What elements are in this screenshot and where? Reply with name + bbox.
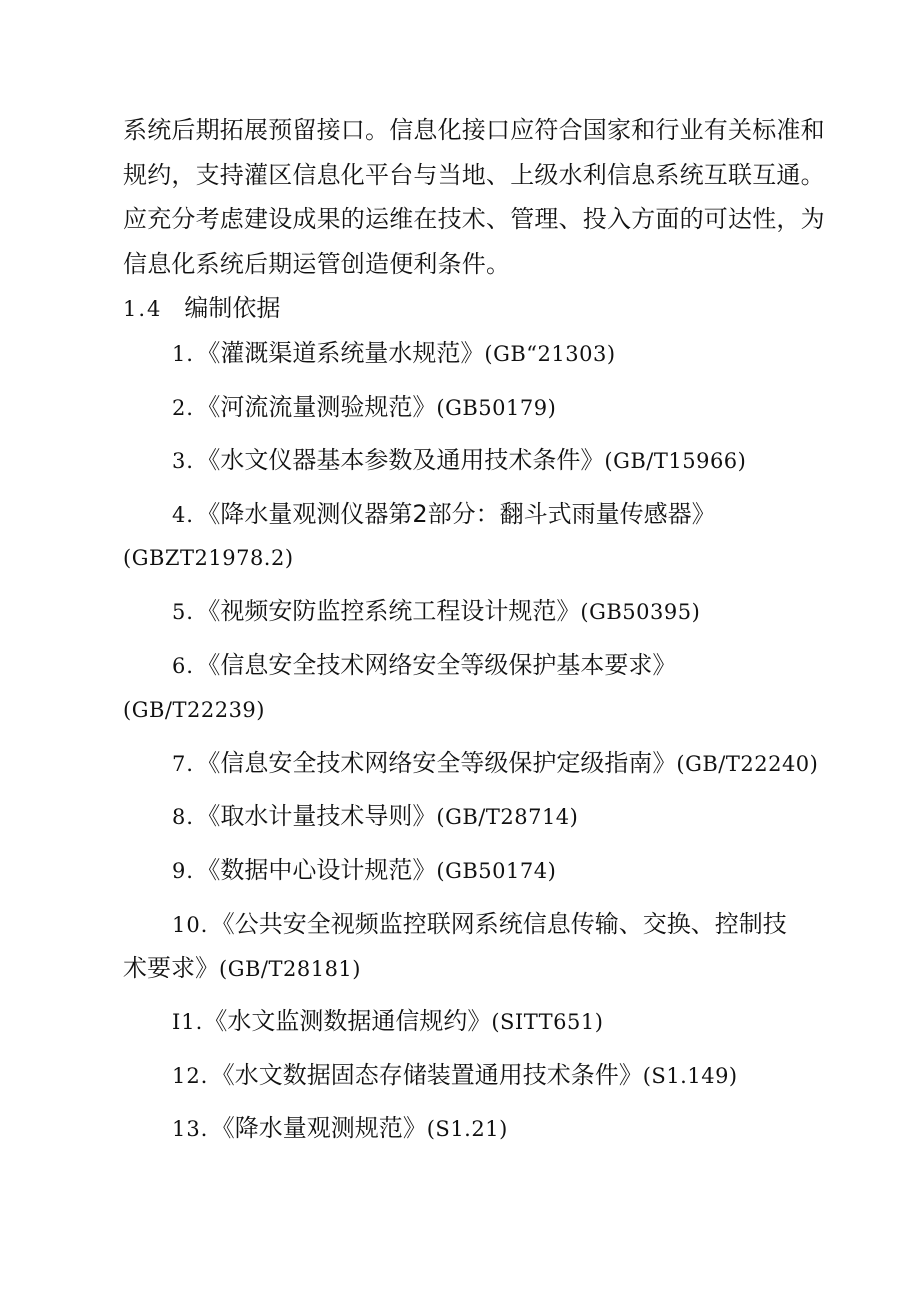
reference-code: (S1.21) [426,1117,508,1141]
reference-number: 10． [172,913,223,937]
reference-title: 《公共安全视频监控联网系统信息传输、交换、控制技 [222,910,787,938]
reference-continuation [123,542,294,573]
reference-code: (GB/T22239) [123,698,265,722]
reference-number: 9． [172,859,209,883]
reference-code: (GB50179) [436,396,557,420]
reference-item [172,855,556,886]
reference-number: 3． [172,449,209,473]
section-title: 编制依据 [184,294,281,322]
reference-number: 1． [172,342,209,366]
reference-code: (GB“21303) [484,342,616,366]
reference-continuation [123,694,265,725]
reference-item [172,338,616,369]
reference-continuation [123,953,361,984]
section-number: 1.4 [123,297,163,321]
reference-item [172,445,746,476]
reference-item [172,1060,738,1091]
reference-title: 《取水计量技术导则》 [208,802,437,830]
intro-line: 规约，支持灌区信息化平台与当地、上级水利信息系统互联互通。 [123,161,825,189]
reference-code: (GBZT21978.2) [123,546,294,570]
reference-number: 5． [172,600,209,624]
section-heading [123,293,280,324]
reference-item [172,650,676,681]
reference-title: 《灌溉渠道系统量水规范》 [208,339,485,367]
reference-number: 7． [172,752,209,776]
reference-code: (SITT651) [491,1010,604,1034]
reference-item [172,596,700,627]
reference-item [172,1006,603,1037]
reference-number: 8． [172,805,209,829]
reference-number: 4． [172,503,209,527]
reference-code: (GB/T28714) [436,805,579,829]
reference-title: 《降水量观测规范》 [222,1114,427,1142]
reference-code: (GB/T15966) [604,449,747,473]
reference-code: (S1.149) [642,1064,738,1088]
reference-title: 《数据中心设计规范》 [208,856,437,884]
intro-line: 信息化系统后期运管创造便利条件。 [123,250,511,278]
reference-number: 13． [172,1117,223,1141]
reference-code: (GB50174) [436,859,557,883]
reference-number: 2． [172,396,209,420]
reference-number: 6． [172,654,209,678]
reference-number: I1. [172,1010,204,1034]
reference-title: 《水文仪器基本参数及通用技术条件》 [208,446,605,474]
intro-line: 应充分考虑建设成果的运维在技术、管理、投入方面的可达性，为 [123,205,825,233]
reference-item [172,801,578,832]
reference-title: 术要求》 [123,954,219,982]
reference-code: (GB/T22240) [676,752,819,776]
reference-item [172,1113,508,1144]
reference-title: 《水文监测数据通信规约》 [203,1007,492,1035]
reference-title: 《水文数据固态存储装置通用技术条件》 [222,1061,643,1089]
reference-title: 《信息安全技术网络安全等级保护基本要求》 [208,651,677,679]
reference-item [172,392,556,423]
reference-title: 《降水量观测仪器第2部分：翻斗式雨量传感器》 [208,500,716,528]
reference-number: 12． [172,1064,223,1088]
reference-item [172,748,818,779]
reference-title: 《河流流量测验规范》 [208,393,437,421]
reference-item [172,499,716,530]
reference-code: (GB50395) [580,600,701,624]
reference-title: 《信息安全技术网络安全等级保护定级指南》 [208,749,677,777]
reference-title: 《视频安防监控系统工程设计规范》 [208,597,581,625]
reference-code: (GB/T28181) [219,957,361,981]
reference-item [172,909,787,940]
intro-line: 系统后期拓展预留接口。信息化接口应符合国家和行业有关标准和 [123,116,825,144]
